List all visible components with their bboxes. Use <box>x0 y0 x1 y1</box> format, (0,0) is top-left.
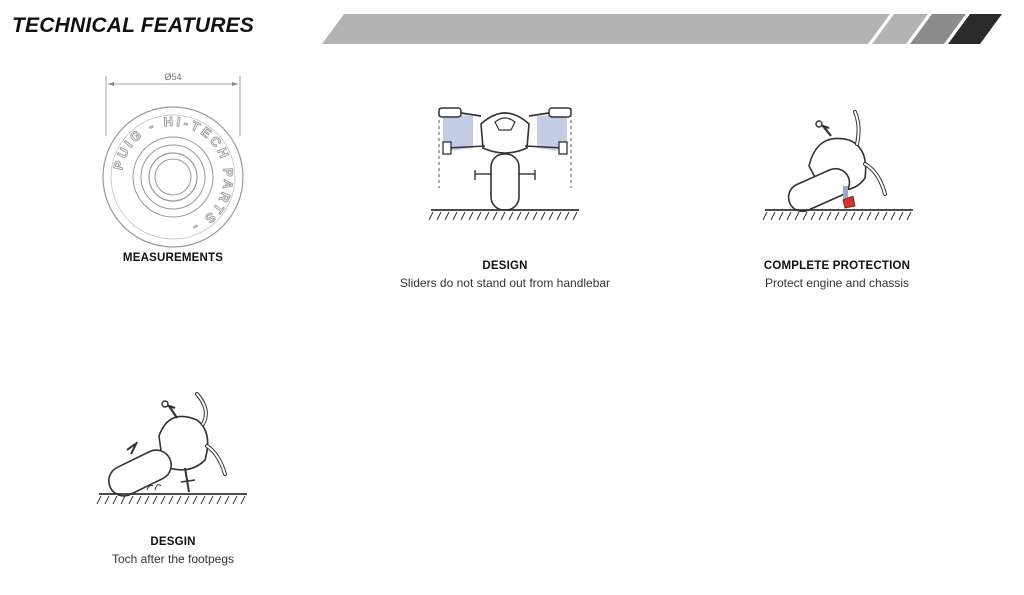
feature-description: Protect engine and chassis <box>764 276 910 290</box>
feature-title: COMPLETE PROTECTION <box>763 260 911 272</box>
slider-brand-text: PUIG - HI-TECH PARTS - <box>110 113 237 237</box>
feature-design <box>364 96 646 290</box>
header-stripe-bar <box>322 12 1004 46</box>
motorcycle-front-view-icon <box>425 96 585 226</box>
feature-title: MEASUREMENTS <box>122 252 224 264</box>
motorcycle-crash-protection-icon <box>757 104 917 226</box>
section-title: TECHNICAL FEATURES <box>12 14 254 37</box>
dimension-label: Ø54 <box>164 72 182 82</box>
feature-measurements <box>60 66 286 264</box>
header-stripe-main <box>322 14 890 44</box>
feature-description: Toch after the footpegs <box>111 552 235 566</box>
feature-complete-protection <box>696 104 978 290</box>
slider-measurement-icon <box>98 66 248 252</box>
feature-title: DESGIN <box>150 536 196 548</box>
feature-design-footpegs <box>32 382 314 566</box>
motorcycle-footpeg-contact-icon <box>93 382 253 510</box>
feature-title: DESIGN <box>482 260 528 272</box>
feature-description: Sliders do not stand out from handlebar <box>399 276 611 290</box>
